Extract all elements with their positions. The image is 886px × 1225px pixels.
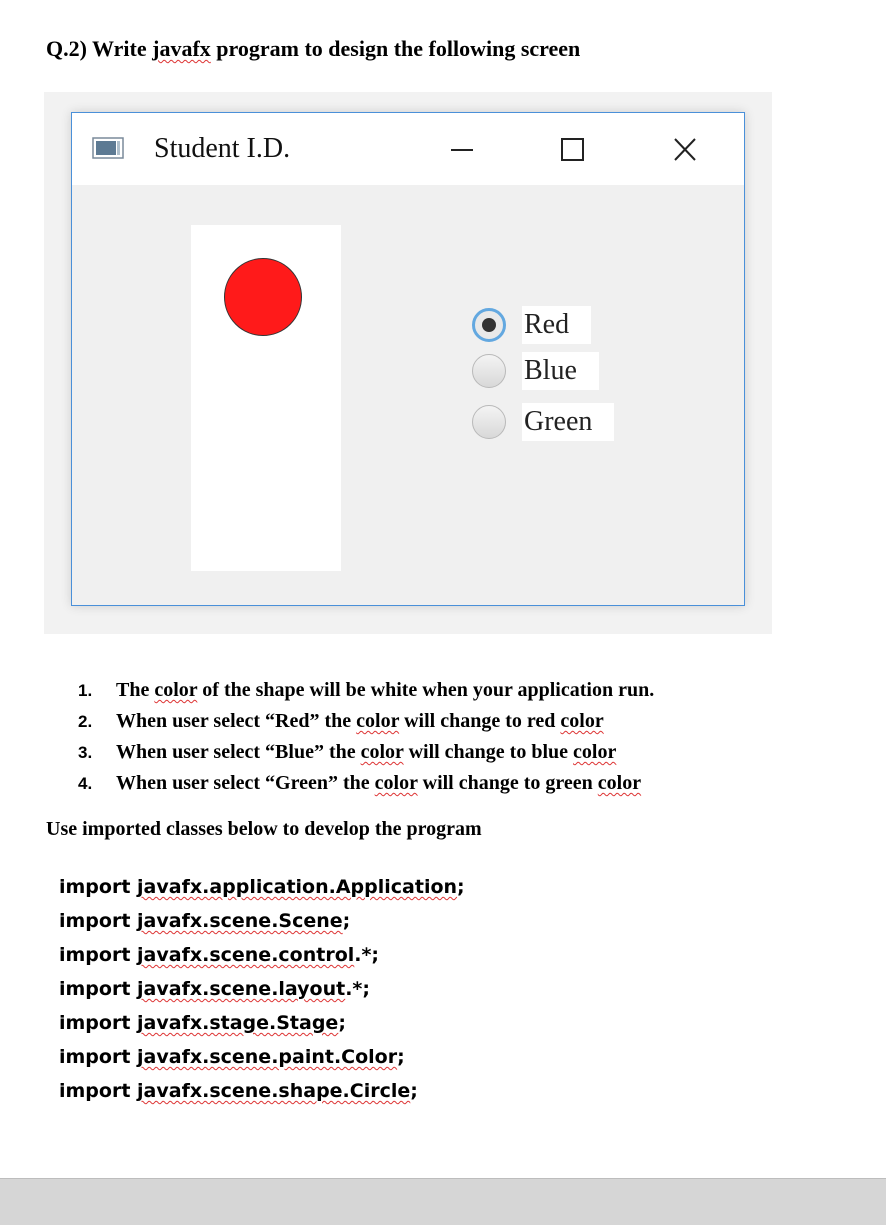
- import-package: javafx.scene.paint.Color: [137, 1046, 398, 1068]
- import-package: javafx.scene.layout: [137, 978, 346, 1000]
- import-keyword: import: [59, 1012, 138, 1034]
- import-line: [59, 906, 465, 940]
- req-text: will change to blue: [403, 741, 574, 763]
- question-keyword: javafx: [152, 36, 211, 61]
- import-end: .*;: [345, 978, 370, 1000]
- radio-button-blue[interactable]: [472, 354, 506, 388]
- req-spellcheck-word: color: [360, 741, 404, 763]
- import-keyword: import: [59, 1046, 138, 1068]
- import-package: javafx.scene.control: [137, 944, 355, 966]
- import-end: ;: [397, 1046, 405, 1068]
- import-line: [59, 1008, 465, 1042]
- maximize-icon[interactable]: [552, 133, 592, 167]
- list-number: 2.: [78, 712, 93, 731]
- list-item: [78, 769, 654, 800]
- app-window-icon: [92, 137, 124, 159]
- import-keyword: import: [59, 876, 138, 898]
- import-package: javafx.scene.Scene: [137, 910, 343, 932]
- import-keyword: import: [59, 944, 138, 966]
- radio-label-blue: Blue: [522, 352, 599, 390]
- question-prefix: Q.2) Write: [46, 36, 153, 61]
- import-end: ;: [410, 1080, 418, 1102]
- question-heading: [46, 36, 580, 62]
- import-keyword: import: [59, 910, 138, 932]
- import-line: [59, 872, 465, 906]
- import-package: javafx.application.Application: [137, 876, 458, 898]
- import-line: [59, 1076, 465, 1110]
- colored-circle: [224, 258, 302, 336]
- req-text: will change to red: [399, 710, 561, 732]
- list-number: 1.: [78, 681, 93, 700]
- req-text: When user select “Green” the: [116, 772, 375, 794]
- req-spellcheck-word: color: [154, 679, 198, 701]
- import-keyword: import: [59, 978, 138, 1000]
- req-text: of the shape will be white when your application run.: [197, 679, 655, 701]
- list-item: [78, 707, 654, 738]
- req-text: The: [116, 679, 155, 701]
- radio-button-green[interactable]: [472, 405, 506, 439]
- footer-bar: [0, 1178, 886, 1225]
- window-title: Student I.D.: [154, 133, 291, 164]
- import-package: javafx.stage.Stage: [137, 1012, 339, 1034]
- import-package: javafx.scene.shape.Circle: [137, 1080, 411, 1102]
- list-item: [78, 738, 654, 769]
- req-text: When user select “Blue” the: [116, 741, 361, 763]
- radio-label-green: Green: [522, 403, 614, 441]
- question-suffix: program to design the following screen: [210, 36, 581, 61]
- req-text: When user select “Red” the: [116, 710, 357, 732]
- radio-blue[interactable]: [470, 352, 630, 392]
- req-text: will change to green: [417, 772, 598, 794]
- minimize-icon[interactable]: [442, 133, 482, 167]
- req-spellcheck-word: color: [573, 741, 617, 763]
- radio-red[interactable]: [470, 306, 630, 346]
- import-keyword: import: [59, 1080, 138, 1102]
- import-line: [59, 974, 465, 1008]
- radio-label-red: Red: [522, 306, 591, 344]
- requirements-list: [78, 676, 654, 800]
- req-spellcheck-word: color: [597, 772, 642, 794]
- radio-button-red[interactable]: [472, 308, 506, 342]
- window-content: [72, 185, 744, 605]
- import-line: [59, 940, 465, 974]
- import-end: ;: [342, 910, 351, 932]
- import-end: ;: [338, 1012, 346, 1034]
- import-list: [59, 872, 465, 1110]
- list-item: [78, 676, 654, 707]
- import-line: [59, 1042, 465, 1076]
- import-end: ;: [457, 876, 465, 898]
- radio-green[interactable]: [470, 403, 630, 443]
- color-radio-group: [470, 306, 630, 451]
- req-spellcheck-word: color: [560, 710, 604, 732]
- list-number: 4.: [78, 774, 93, 793]
- app-window: [71, 112, 745, 606]
- use-imports-heading: Use imported classes below to develop the program: [46, 818, 482, 840]
- close-icon[interactable]: [664, 133, 704, 167]
- title-bar[interactable]: [72, 113, 744, 185]
- req-spellcheck-word: color: [374, 772, 418, 794]
- list-number: 3.: [78, 743, 93, 762]
- req-spellcheck-word: color: [356, 710, 400, 732]
- import-end: .*;: [354, 944, 380, 966]
